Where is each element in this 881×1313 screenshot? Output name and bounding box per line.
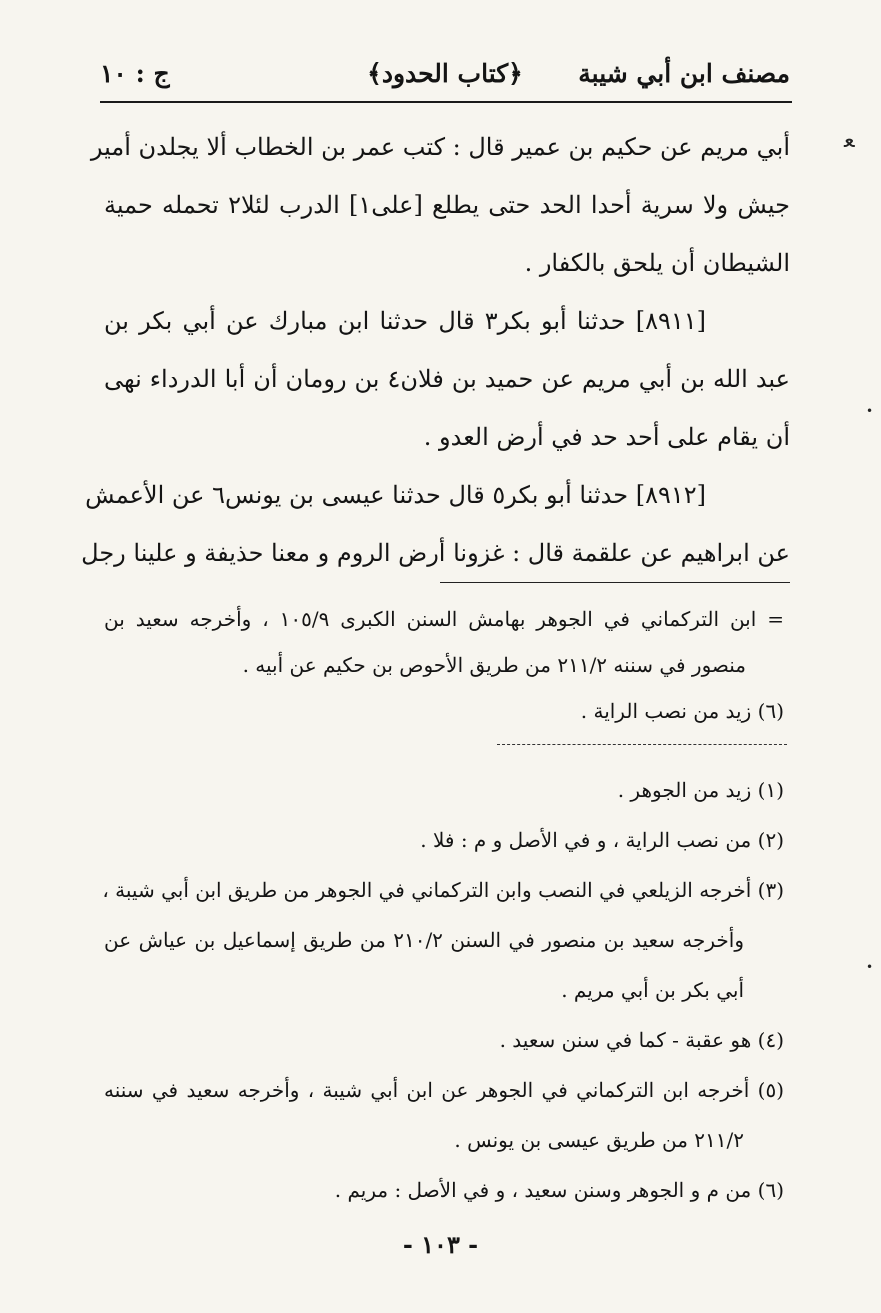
section-title: ﴿كتاب الحدود﴾ (367, 58, 523, 88)
footnote-2: (٢) من نصب الراية ، و في الأصل و م : فلا . (420, 828, 784, 852)
footnotes (104, 765, 784, 1215)
hadith-8912-line: [٨٩١٢] حدثنا أبو بكر٥ قال حدثنا عيسى بن يونس٦ عن الأعمش (85, 481, 706, 509)
footnote-line: منصور في سننه ٢١١/٢ من طريق الأحوص بن حكيم عن أبيه . (242, 653, 746, 677)
continued-footnotes (104, 596, 784, 734)
main-text (81, 118, 791, 582)
hadith-8911-line: [٨٩١١] حدثنا أبو بكر٣ قال حدثنا ابن مبارك عن أبي بكر بن (104, 307, 707, 335)
footnote-1: (١) زيد من الجوهر . (617, 778, 784, 802)
footnote-3-cont: أبي بكر بن أبي مريم . (561, 978, 744, 1002)
text-line: الشيطان أن يلحق بالكفار . (524, 249, 790, 277)
text-line: أبي مريم عن حكيم بن عمير قال : كتب عمر بن الخطاب ألا يجلدن أمير (90, 133, 790, 161)
text-line: عبد الله بن أبي مريم عن حميد بن فلان٤ بن رومان أن أبا الدرداء نهى (104, 365, 790, 393)
footnote-5-cont: ٢١١/٢ من طريق عيسى بن يونس . (454, 1128, 744, 1152)
header-rule (100, 101, 792, 103)
footnote-4: (٤) هو عقبة - كما في سنن سعيد . (499, 1028, 784, 1052)
margin-dot: • (866, 960, 874, 974)
footnote-3: (٣) أخرجه الزيلعي في النصب وابن التركماني في الجوهر من طريق ابن أبي شيبة ، (102, 878, 784, 902)
text-line: عن ابراهيم عن علقمة قال : غزونا أرض الروم و معنا حذيفة و علينا رجل (81, 539, 790, 567)
page-number: - ١٠٣ - (402, 1230, 479, 1259)
dotted-separator (497, 744, 787, 745)
book-title: مصنف ابن أبي شيبة (578, 58, 790, 88)
footnote-5: (٥) أخرجه ابن التركماني في الجوهر عن ابن أبي شيبة ، وأخرجه سعيد في سننه (104, 1078, 784, 1102)
margin-dot: • (866, 404, 874, 418)
margin-mark: ﻌ (844, 128, 855, 153)
footnote-6: (٦) من م و الجوهر وسنن سعيد ، و في الأصل : مريم . (334, 1178, 784, 1202)
footnote-line: = ابن التركماني في الجوهر بهامش السنن الكبرى ١٠٥/٩ ، وأخرجه سعيد بن (104, 607, 784, 631)
footnote-3-cont: وأخرجه سعيد بن منصور في السنن ٢١٠/٢ من طريق إسماعيل بن عياش عن (104, 928, 744, 952)
footnote-line: (٦) زيد من نصب الراية . (580, 699, 784, 723)
footnote-separator (440, 582, 790, 583)
running-header (100, 48, 790, 98)
text-line: جيش ولا سرية أحدا الحد حتى يطلع [على١] الدرب لئلا٢ تحمله حمية (104, 191, 791, 219)
text-line: أن يقام على أحد حد في أرض العدو . (423, 423, 790, 451)
volume-number: ج : ١٠ (100, 58, 170, 88)
